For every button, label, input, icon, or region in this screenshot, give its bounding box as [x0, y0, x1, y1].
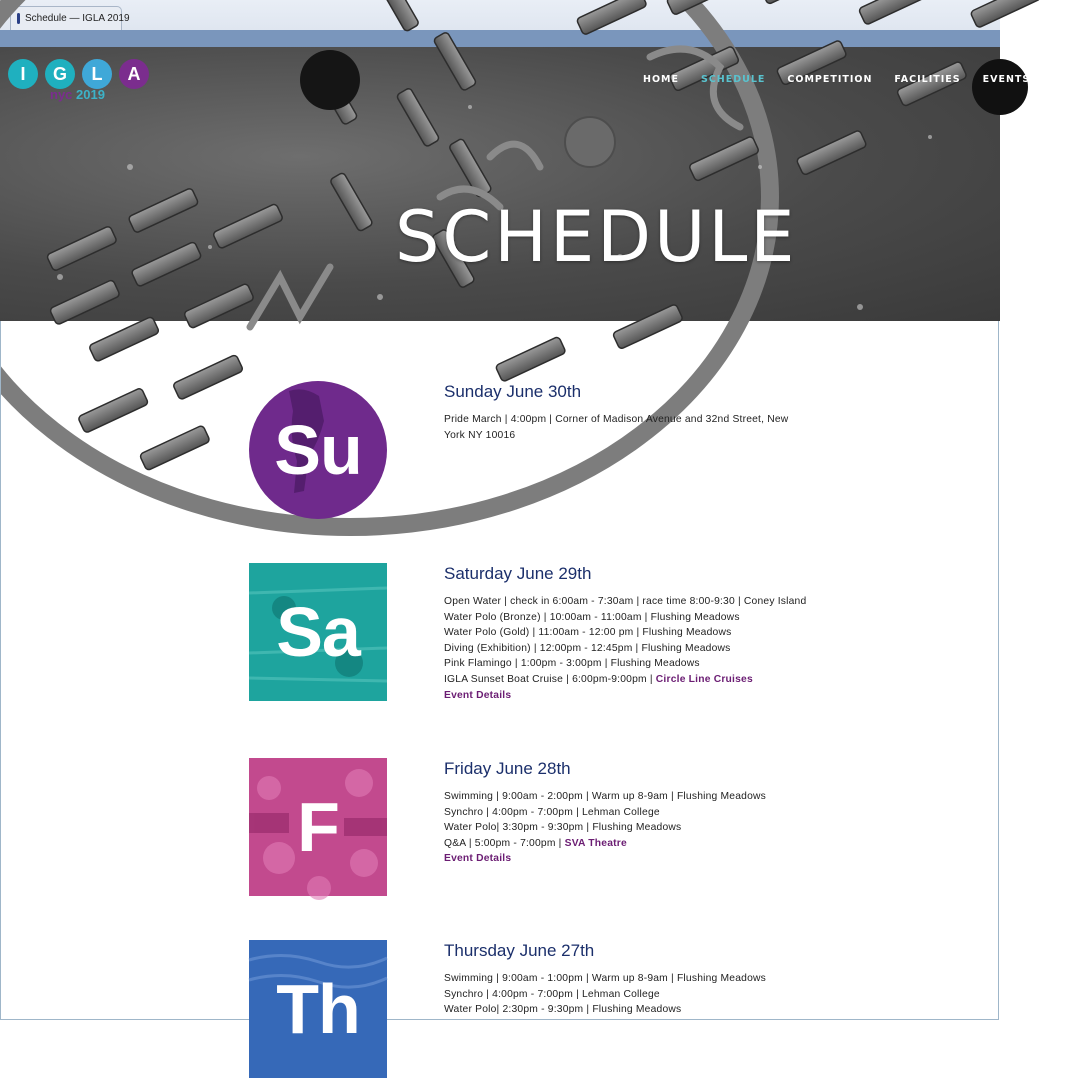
nav-location[interactable]: LO	[1052, 74, 1069, 85]
browser-tab[interactable]	[10, 6, 130, 30]
day-schedule-list	[444, 412, 814, 443]
site-favicon-icon	[17, 13, 20, 24]
day-abbr: F	[297, 788, 339, 866]
day-schedule-list	[444, 971, 814, 1018]
schedule-line: Pink Flamingo | 1:00pm - 3:00pm | Flushing Meadows	[444, 658, 700, 670]
event-details-link[interactable]: Event Details	[444, 689, 512, 701]
nav-events[interactable]: EVENTS	[982, 74, 1031, 85]
event-details-link[interactable]: Event Details	[444, 853, 512, 865]
day-abbr: Sa	[276, 593, 360, 671]
nav-schedule[interactable]: SCHEDULE	[700, 74, 766, 85]
day-title: Sunday June 30th	[444, 382, 582, 401]
browser-tab-bar	[0, 0, 1000, 31]
day-title: Thursday June 27th	[444, 941, 595, 960]
schedule-line: Water Polo (Bronze) | 10:00am - 11:00am | Flushing Meadows	[444, 611, 740, 623]
day-abbr: Su	[274, 411, 362, 489]
nav-facilities[interactable]: FACILITIES	[894, 74, 961, 85]
schedule-line: Water Polo (Gold) | 11:00am - 12:00 pm | Flushing Meadows	[444, 627, 732, 639]
day-schedule-list	[444, 789, 814, 867]
schedule-line: Synchro | 4:00pm - 7:00pm | Lehman College	[444, 988, 660, 1000]
schedule-line: Swimming | 9:00am - 2:00pm | Warm up 8-9am | Flushing Meadows	[444, 791, 766, 802]
schedule-line: IGLA Sunset Boat Cruise | 6:00pm-9:00pm | Circle Line Cruises	[444, 673, 753, 685]
schedule-line: Swimming | 9:00am - 1:00pm | Warm up 8-9am | Flushing Meadows	[444, 973, 766, 984]
logo-subtitle: nyc 2019	[50, 87, 105, 102]
schedule-line: Water Polo| 3:30pm - 9:30pm | Flushing Meadows	[444, 822, 682, 834]
igla-logo[interactable]	[8, 59, 153, 107]
nav-home[interactable]: HOME	[643, 74, 679, 85]
day-title: Saturday June 29th	[444, 564, 592, 583]
schedule-line: Q&A | 5:00pm - 7:00pm | SVA Theatre	[444, 837, 627, 849]
tab-title: Schedule — IGLA 2019	[25, 13, 130, 24]
logo-letter: I	[8, 59, 38, 89]
schedule-line: Open Water | check in 6:00am - 7:30am | race time 8:00-9:30 | Coney Island	[444, 596, 807, 607]
logo-letter: L	[82, 59, 112, 89]
hero-banner	[0, 47, 1069, 321]
day-badge-saturday	[249, 563, 387, 701]
logo-letter: G	[45, 59, 75, 89]
day-schedule-list	[444, 594, 814, 703]
schedule-line: Water Polo| 2:30pm - 9:30pm | Flushing Meadows	[444, 1004, 682, 1016]
schedule-line: Pride March | 4:00pm | Corner of Madison Avenue and 32nd Street, New York NY 10016	[444, 414, 789, 441]
day-title: Friday June 28th	[444, 759, 571, 778]
day-badge-thursday	[249, 940, 387, 1078]
logo-letter: A	[119, 59, 149, 89]
day-badge-sunday	[249, 381, 387, 519]
schedule-line: Synchro | 4:00pm - 7:00pm | Lehman College	[444, 806, 660, 818]
circle-line-cruises-link[interactable]: Circle Line Cruises	[655, 673, 753, 685]
day-badge-friday	[249, 758, 387, 896]
schedule-line: Diving (Exhibition) | 12:00pm - 12:45pm | Flushing Meadows	[444, 642, 731, 654]
sva-theatre-link[interactable]: SVA Theatre	[564, 837, 627, 849]
main-nav	[643, 74, 1090, 85]
nav-competition[interactable]: COMPETITION	[787, 74, 873, 85]
browser-toolbar	[0, 30, 1000, 47]
page-title: SCHEDULE	[395, 195, 798, 278]
day-abbr: Th	[276, 970, 360, 1048]
